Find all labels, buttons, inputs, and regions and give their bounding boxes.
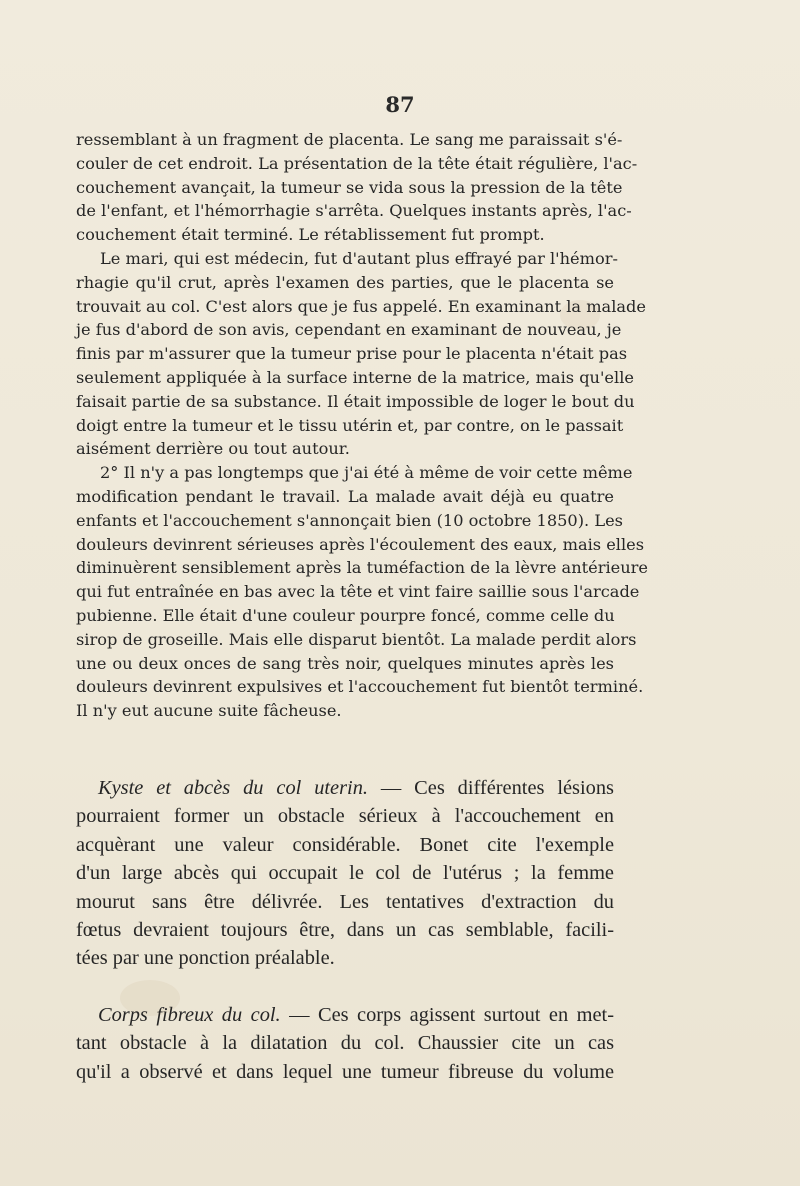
section-corps-fibreux: [76, 1001, 614, 1086]
page-number: 87: [385, 92, 415, 117]
text-line: finis par m'assurer que la tumeur prise pour le placenta n'était pas: [76, 344, 628, 364]
text-line: d'un large abcès qui occupait le col de l'utérus ; la femme: [76, 862, 614, 885]
text-line: modification pendant le travail. La malade avait déjà eu quatre: [76, 486, 614, 506]
text-line: qui fut entraînée en bas avec la tête et vint faire saillie sous l'arcade: [76, 582, 640, 602]
text-line: trouvait au col. C'est alors que je fus appelé. En examinant la malade: [76, 296, 646, 316]
text-line: couler de cet endroit. La présentation de la tête était régulière, l'ac-: [76, 153, 638, 173]
text-run: — Ces corps agissent surtout en met-: [280, 1003, 614, 1026]
text-line: rhagie qu'il crut, après l'examen des parties, que le placenta se: [76, 272, 614, 292]
text-line: enfants et l'accouchement s'annonçait bien (10 octobre 1850). Les: [76, 510, 623, 530]
text-line: couchement avançait, la tumeur se vida sous la pression de la tête: [76, 177, 623, 197]
text-line: pourraient former un obstacle sérieux à l'accouchement en: [76, 805, 614, 828]
upper-text-block: [76, 128, 648, 723]
text-line: Il n'y eut aucune suite fâcheuse.: [76, 701, 342, 721]
text-line: Le mari, qui est médecin, fut d'autant plus effrayé par l'hémor-: [100, 248, 618, 268]
text-line: diminuèrent sensiblement après la tuméfaction de la lèvre antérieure: [76, 558, 648, 578]
text-line: ressemblant à un fragment de placenta. Le sang me paraissait s'é-: [76, 130, 623, 149]
text-line: doigt entre la tumeur et le tissu utérin et, par contre, on le passait: [76, 415, 624, 435]
text-line: fœtus devraient toujours être, dans un cas semblable, facili-: [76, 919, 614, 942]
text-line: sirop de groseille. Mais elle disparut bientôt. La malade perdit alors: [76, 629, 637, 649]
paragraph: [76, 461, 648, 723]
text-line: couchement était terminé. Le rétablissement fut prompt.: [76, 225, 545, 245]
section-kyste: [76, 774, 614, 973]
paragraph: [76, 247, 646, 461]
text-line: qu'il a observé et dans lequel une tumeur fibreuse du volume: [76, 1060, 614, 1083]
text-line: une ou deux onces de sang très noir, quelques minutes après les: [76, 653, 614, 673]
text-line: 2° Il n'y a pas longtemps que j'ai été à même de voir cette même: [100, 463, 633, 483]
text-line: mourut sans être délivrée. Les tentatives d'extraction du: [76, 890, 614, 913]
text-line: douleurs devinrent expulsives et l'accouchement fut bientôt terminé.: [76, 677, 644, 697]
text-line: acquèrant une valeur considérable. Bonet cite l'exemple: [76, 833, 614, 856]
text-line: seulement appliquée à la surface interne de la matrice, mais qu'elle: [76, 367, 634, 387]
paragraph: [76, 128, 638, 247]
lower-text-block: [76, 774, 614, 1086]
text-line: pubienne. Elle était d'une couleur pourpre foncé, comme celle du: [76, 605, 615, 625]
section-spacer: [76, 973, 614, 1001]
text-line: [76, 1001, 614, 1029]
text-line: [76, 774, 614, 802]
text-line: aisément derrière ou tout autour.: [76, 439, 350, 459]
text-line: douleurs devinrent sérieuses après l'écoulement des eaux, mais elles: [76, 534, 645, 554]
text-line: faisait partie de sa substance. Il était impossible de loger le bout du: [76, 391, 635, 411]
text-line: tant obstacle à la dilatation du col. Chaussier cite un cas: [76, 1032, 614, 1055]
text-line: je fus d'abord de son avis, cependant en examinant de nouveau, je: [76, 320, 622, 340]
section-heading: Corps fibreux du col.: [98, 1003, 281, 1026]
section-heading: Kyste et abcès du col uterin.: [98, 777, 368, 799]
text-line: de l'enfant, et l'hémorrhagie s'arrêta. Quelques instants après, l'ac-: [76, 201, 632, 221]
text-run: — Ces différentes lésions: [368, 777, 614, 799]
text-line: tées par une ponction préalable.: [76, 947, 335, 970]
